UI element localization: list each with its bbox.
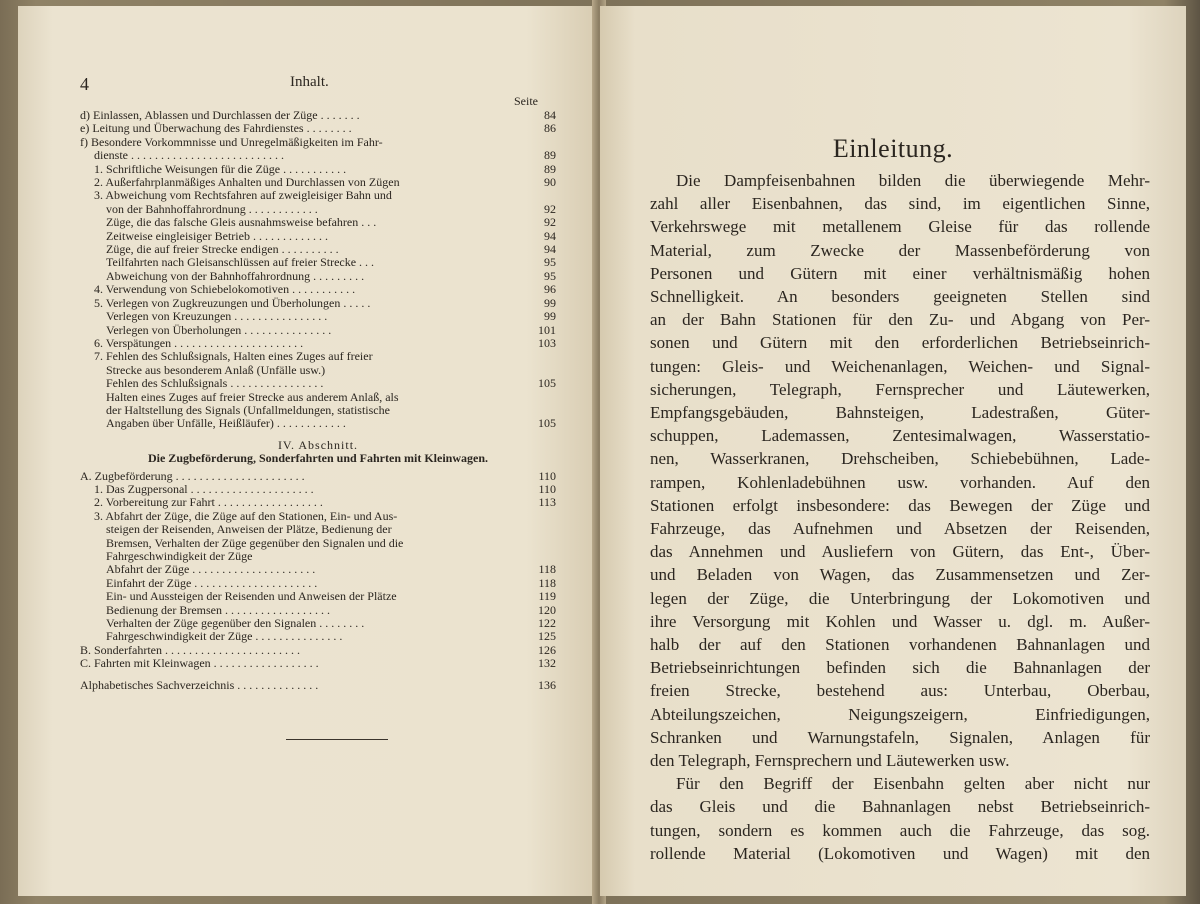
toc-entry-text: steigen der Reisenden, Anweisen der Plätze, Bedienung der <box>106 523 392 537</box>
toc-entry-text: Verlegen von Überholungen . . . . . . . . . . . . . . . <box>106 323 332 337</box>
section-subtitle: Die Zugbeförderung, Sonderfahrten und Fahrten mit Kleinwagen. <box>147 451 488 466</box>
toc-entry <box>80 189 556 202</box>
toc-entry <box>80 324 556 337</box>
text-line: Stationen erfolgt insbesondere: das Bewegen der Züge und <box>650 495 1150 515</box>
toc-entry-page: 136 <box>538 677 556 692</box>
toc-entry <box>80 523 556 536</box>
toc-entry <box>80 550 556 563</box>
toc-entry-page: 125 <box>538 629 556 644</box>
text-line: das Annehmen und Ausliefern von Gütern, das Ent-, Über- <box>650 542 1150 562</box>
text-line: nen, Wasserkranen, Drehscheiben, Schiebebühnen, Lade- <box>650 449 1150 469</box>
toc-entry-page: 119 <box>538 589 556 604</box>
text-line: Betriebseinrichtungen befinden sich die Bahnanlagen der <box>650 658 1150 678</box>
text-line: Die Dampfeisenbahnen bilden die überwiegende Mehr- <box>676 171 1150 190</box>
text-line: rampen, Kohlenladebühnen usw. vorhanden. Auf den <box>650 472 1150 492</box>
body-text <box>650 169 1150 865</box>
toc-entry-page: 113 <box>538 495 556 510</box>
page-header <box>80 74 560 96</box>
text-line: an der Bahn Stationen für den Zu- und Abgang von Per- <box>650 310 1150 330</box>
toc-entry-page: 105 <box>538 416 556 431</box>
toc-entry <box>80 149 556 162</box>
text-line: das Gleis und die Bahnanlagen nebst Betriebseinrich- <box>650 797 1150 817</box>
left-page <box>18 6 596 896</box>
toc-entry-text: Fahrgeschwindigkeit der Züge <box>106 550 253 563</box>
toc-entry <box>80 216 556 229</box>
toc-entry-page: 122 <box>538 616 556 631</box>
toc-entry-text: Bremsen, Verhalten der Züge gegenüber den Signalen und die <box>106 536 404 550</box>
toc-entry-page: 89 <box>544 148 556 163</box>
toc-entry <box>80 470 556 483</box>
toc-entry <box>80 590 556 603</box>
toc-entry <box>80 483 556 496</box>
toc-entry-page: 132 <box>538 656 556 671</box>
toc-entry-index <box>80 679 556 692</box>
toc-entry <box>80 644 556 657</box>
toc-entry-text: dienste . . . . . . . . . . . . . . . . . . . . . . . . . . <box>94 149 284 163</box>
toc-entry-text: Zeitweise eingleisiger Betrieb . . . . . . . . . . . . . <box>106 229 328 243</box>
toc-entry-text: f) Besondere Vorkommnisse und Unregelmäßigkeiten im Fahr- <box>80 135 383 149</box>
text-line: Schnelligkeit. An besonders geeigneten Stellen sind <box>650 287 1150 307</box>
toc-entry-text: A. Zugbeförderung . . . . . . . . . . . . . . . . . . . . . . <box>80 469 305 483</box>
toc-entry <box>80 136 556 149</box>
divider <box>286 739 388 740</box>
toc-entry-page: 84 <box>544 108 556 122</box>
toc-entry-text: d) Einlassen, Ablassen und Durchlassen der Züge . . . . . . . <box>80 109 360 122</box>
toc-entry <box>80 297 556 310</box>
toc-entry <box>80 391 556 404</box>
toc-entry-text: Alphabetisches Sachverzeichnis . . . . . . . . . . . . . . <box>80 678 319 692</box>
toc-entry-page: 110 <box>538 468 556 483</box>
right-page <box>600 6 1186 896</box>
toc-entry-text: Halten eines Zuges auf freier Strecke aus anderem Anlaß, als <box>106 390 399 404</box>
toc-entry <box>80 577 556 590</box>
text-line: Für den Begriff der Eisenbahn gelten aber nicht nur <box>676 774 1150 794</box>
toc-entry-page: 101 <box>538 322 556 337</box>
section-heading: IV. Abschnitt. <box>277 437 359 452</box>
toc-entry <box>80 537 556 550</box>
toc-entry <box>80 510 556 523</box>
toc-entry-text: Bedienung der Bremsen . . . . . . . . . . . . . . . . . . <box>106 603 330 617</box>
toc-entry-text: 3. Abfahrt der Züge, die Züge auf den Stationen, Ein- und Aus- <box>94 509 398 523</box>
toc-entry <box>80 630 556 643</box>
toc-entry-text: Verlegen von Kreuzungen . . . . . . . . . . . . . . . . <box>106 310 328 324</box>
toc-entry-text: Fehlen des Schlußsignals . . . . . . . . . . . . . . . . <box>106 377 324 391</box>
toc-entry-text: 4. Verwendung von Schiebelokomotiven . . . . . . . . . . . <box>94 283 356 297</box>
toc-entry-text: Ein- und Aussteigen der Reisenden und Anweisen der Plätze <box>106 590 397 604</box>
toc-entry-text: 1. Das Zugpersonal . . . . . . . . . . . . . . . . . . . . . <box>94 482 314 496</box>
toc-entry-page: 99 <box>544 309 556 324</box>
toc-entry-page: 96 <box>544 282 556 297</box>
seite-label: Seite <box>514 94 538 108</box>
text-line: Abteilungszeichen, Neigungszeigern, Einfriedigungen, <box>650 704 1150 724</box>
toc-entry <box>80 109 556 122</box>
toc-entry-text: Abweichung von der Bahnhoffahrordnung . . . . . . . . . <box>106 269 365 283</box>
page-number: 4 <box>80 74 89 94</box>
text-line: rollende Material (Lokomotiven und Wagen) mit den <box>650 843 1150 863</box>
toc-entry-text: Verhalten der Züge gegenüber den Signalen . . . . . . . . <box>106 617 365 631</box>
toc-entry <box>80 163 556 176</box>
text-line: Fahrzeuge, das Aufnehmen und Absetzen der Reisenden, <box>650 519 1150 539</box>
toc-entry-page: 90 <box>544 175 556 190</box>
text-line: ihre Versorgung mit Kohlen und Wasser u. dgl. m. Außer- <box>650 611 1150 631</box>
toc-entry-text: C. Fahrten mit Kleinwagen . . . . . . . . . . . . . . . . . . <box>80 657 319 671</box>
toc-entry-page: 94 <box>544 242 556 257</box>
toc-entry <box>80 377 556 390</box>
toc-entry-text: 2. Vorbereitung zur Fahrt . . . . . . . . . . . . . . . . . . <box>94 496 323 510</box>
text-line: schuppen, Lademassen, Zentesimalwagen, Wasserstatio- <box>650 426 1150 446</box>
toc-entry-text: 5. Verlegen von Zugkreuzungen und Überholungen . . . . . <box>94 296 371 310</box>
toc-entry-page: 105 <box>538 376 556 391</box>
text-line: Empfangsgebäuden, Bahnsteigen, Ladestraßen, Güter- <box>650 403 1150 423</box>
text-line: legen der Züge, die Unterbringung der Lokomotiven und <box>650 588 1150 608</box>
toc-entry-page: 126 <box>538 642 556 657</box>
toc-entry <box>80 310 556 323</box>
toc-entry-text: 1. Schriftliche Weisungen für die Züge . . . . . . . . . . . <box>94 162 347 176</box>
chapter-title: Einleitung. <box>832 134 954 163</box>
text-line: Personen und Gütern mit einer verhältnismäßig hohen <box>650 263 1150 283</box>
toc-entry <box>80 122 556 135</box>
toc-entry-text: Einfahrt der Züge . . . . . . . . . . . . . . . . . . . . . <box>106 576 318 590</box>
toc-entry-page: 99 <box>544 295 556 310</box>
toc-entry-page: 92 <box>544 201 556 216</box>
toc-entry-text: 3. Abweichung vom Rechtsfahren auf zweigleisiger Bahn und <box>94 189 392 203</box>
toc-entry <box>80 496 556 509</box>
toc-entry-page: 118 <box>538 562 556 577</box>
table-of-contents <box>80 109 556 692</box>
toc-entry-text: Fahrgeschwindigkeit der Züge . . . . . . . . . . . . . . . <box>106 630 343 644</box>
toc-entry <box>80 563 556 576</box>
toc-entry-page: 95 <box>544 255 556 270</box>
page-title: Inhalt. <box>290 74 329 90</box>
text-line: halb der auf den Stationen vorhandenen Bahnanlagen und <box>650 635 1150 655</box>
text-line: und Beladen von Wagen, das Zusammensetzen und Zer- <box>650 565 1150 585</box>
toc-entry-page: 110 <box>538 481 556 496</box>
toc-entry <box>80 283 556 296</box>
toc-entry-text: von der Bahnhoffahrordnung . . . . . . . . . . . . <box>106 202 318 216</box>
text-line: sonen und Gütern mit den erforderlichen Betriebseinrich- <box>650 333 1150 353</box>
toc-entry-text: B. Sonderfahrten . . . . . . . . . . . . . . . . . . . . . . . <box>80 643 300 657</box>
toc-entry-text: Angaben über Unfälle, Heißläufer) . . . . . . . . . . . . <box>106 417 346 431</box>
toc-entry-text: Strecke aus besonderem Anlaß (Unfälle usw.) <box>106 363 326 377</box>
toc-entry <box>80 203 556 216</box>
toc-entry-text: 6. Verspätungen . . . . . . . . . . . . . . . . . . . . . . <box>94 336 304 350</box>
toc-entry <box>80 404 556 417</box>
toc-entry-text: Züge, die auf freier Strecke endigen . . . . . . . . . . <box>106 243 339 257</box>
toc-entry-page: 118 <box>538 575 556 590</box>
toc-entry <box>80 270 556 283</box>
text-line: freien Strecke, bestehend aus: Unterbau, Oberbau, <box>650 681 1150 701</box>
toc-entry-page: 120 <box>538 602 556 617</box>
toc-entry <box>80 417 556 430</box>
toc-entry <box>80 350 556 363</box>
toc-entry-text: der Haltstellung des Signals (Unfallmeldungen, statistische <box>106 403 390 417</box>
toc-entry <box>80 243 556 256</box>
toc-entry <box>80 604 556 617</box>
toc-entry-text: 2. Außerfahrplanmäßiges Anhalten und Durchlassen von Zügen <box>94 176 400 190</box>
toc-entry-page: 89 <box>544 161 556 176</box>
toc-entry-page: 103 <box>538 335 556 350</box>
toc-entry <box>80 230 556 243</box>
toc-entry <box>80 617 556 630</box>
toc-entry-page: 95 <box>544 268 556 283</box>
text-line: Verkehrswege mit metallenem Gleise für das rollende <box>650 217 1150 237</box>
toc-entry <box>80 337 556 350</box>
text-line: tungen, sondern es kommen auch die Fahrzeuge, das sog. <box>650 820 1150 840</box>
toc-entry <box>80 364 556 377</box>
toc-entry-page: 86 <box>544 121 556 136</box>
toc-entry-text: 7. Fehlen des Schlußsignals, Halten eines Zuges auf freier <box>94 350 373 364</box>
toc-entry-text: Züge, die das falsche Gleis ausnahmsweise befahren . . . <box>106 216 377 230</box>
toc-entry-page: 92 <box>544 215 556 230</box>
toc-entry <box>80 176 556 189</box>
text-line: zahl aller Eisenbahnen, das sind, im eigentlichen Sinne, <box>650 194 1150 214</box>
toc-entry-text: Teilfahrten nach Gleisanschlüssen auf freier Strecke . . . <box>106 256 375 270</box>
text-line: sicherungen, Telegraph, Fernsprecher und Läutewerken, <box>650 379 1150 399</box>
text-line: Material, zum Zwecke der Massenbeförderung von <box>650 240 1150 260</box>
toc-entry-text: e) Leitung und Überwachung des Fahrdienstes . . . . . . . . <box>80 122 352 136</box>
text-line: tungen: Gleis- und Weichenanlagen, Weichen- und Signal- <box>650 356 1150 376</box>
toc-entry-text: Abfahrt der Züge . . . . . . . . . . . . . . . . . . . . . <box>106 563 316 577</box>
text-line: Schranken und Warnungstafeln, Signalen, Anlagen für <box>650 727 1150 747</box>
toc-entry <box>80 657 556 670</box>
text-line: den Telegraph, Fernsprechern und Läutewerken usw. <box>650 751 1010 771</box>
toc-entry-page: 94 <box>544 228 556 243</box>
toc-entry <box>80 256 556 269</box>
